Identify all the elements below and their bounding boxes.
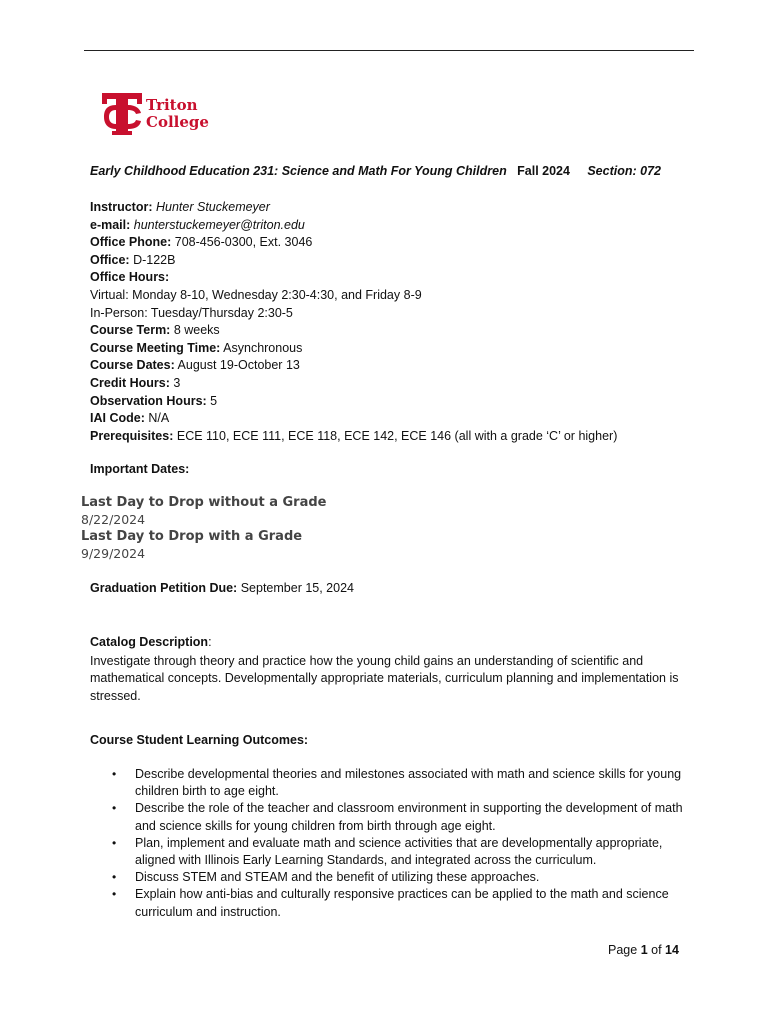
course-term: Fall 2024 bbox=[517, 164, 570, 178]
info-row-credit-hours bbox=[90, 375, 617, 393]
date-item-value: 8/22/2024 bbox=[81, 512, 146, 527]
outcome-text: Explain how anti-bias and culturally responsive practices can be applied to the math and science curriculum and instruction. bbox=[135, 887, 669, 919]
info-row-prerequisites bbox=[90, 428, 617, 446]
graduation-label: Graduation Petition Due: bbox=[90, 581, 238, 595]
bullet-icon: • bbox=[112, 801, 117, 816]
page-number bbox=[608, 943, 679, 957]
info-label: Course Meeting Time: bbox=[90, 340, 221, 355]
info-row-virtual-hours bbox=[90, 287, 617, 305]
info-label: Course Dates: bbox=[90, 358, 175, 373]
bullet-icon: • bbox=[112, 870, 117, 885]
info-row-iai-code bbox=[90, 410, 617, 428]
logo-line-1: Triton bbox=[146, 96, 198, 114]
info-row-office bbox=[90, 252, 617, 270]
info-row-office-hours bbox=[90, 269, 617, 287]
info-row-in-person-hours bbox=[90, 305, 617, 323]
catalog-heading bbox=[90, 635, 212, 649]
date-item-title: Last Day to Drop with a Grade bbox=[81, 529, 303, 544]
graduation-petition bbox=[90, 581, 354, 595]
info-row-course-term bbox=[90, 322, 617, 340]
outcomes-list bbox=[90, 766, 690, 921]
info-value: 5 bbox=[210, 393, 218, 408]
course-title: Early Childhood Education 231: Science and Math For Young Children bbox=[90, 164, 507, 178]
info-value: ECE 110, ECE 111, ECE 118, ECE 142, ECE 146 (all with a grade ‘C’ or higher) bbox=[176, 428, 618, 443]
list-item bbox=[90, 869, 690, 886]
page-word: Page bbox=[608, 943, 638, 957]
date-item-title: Last Day to Drop without a Grade bbox=[81, 495, 327, 510]
header-rule bbox=[84, 50, 694, 51]
triton-tc-monogram-icon bbox=[100, 91, 144, 137]
of-word: of bbox=[651, 943, 662, 957]
list-item bbox=[90, 886, 690, 920]
list-item bbox=[90, 766, 690, 800]
info-row-office-phone bbox=[90, 234, 617, 252]
course-info-block bbox=[90, 199, 617, 445]
info-value: Virtual: Monday 8-10, Wednesday 2:30-4:30, and Friday 8-9 bbox=[90, 287, 422, 302]
info-value: Asynchronous bbox=[223, 340, 303, 355]
catalog-heading-text: Catalog Description bbox=[90, 635, 209, 649]
bullet-icon: • bbox=[112, 887, 117, 902]
important-dates-heading: Important Dates: bbox=[90, 462, 190, 476]
info-row-instructor bbox=[90, 199, 617, 217]
info-label: e-mail: bbox=[90, 217, 131, 232]
info-row-meeting-time bbox=[90, 340, 617, 358]
info-value[interactable]: hunterstuckemeyer@triton.edu bbox=[133, 217, 305, 232]
info-value: 708-456-0300, Ext. 3046 bbox=[174, 235, 313, 250]
catalog-description: Investigate through theory and practice how the young child gains an understanding of scientific and mathematical concepts. Developmentally appropriate materials, curriculum planning and implementation is stressed. bbox=[90, 654, 679, 703]
info-value: 3 bbox=[173, 375, 181, 390]
info-row-course-dates bbox=[90, 357, 617, 375]
info-value: August 19-October 13 bbox=[177, 358, 300, 373]
info-label: IAI Code: bbox=[90, 411, 145, 426]
total-pages: 14 bbox=[665, 943, 679, 957]
graduation-value: September 15, 2024 bbox=[240, 581, 354, 595]
info-row-email bbox=[90, 217, 617, 235]
info-value: D-122B bbox=[133, 252, 176, 267]
current-page: 1 bbox=[640, 943, 648, 957]
bullet-icon: • bbox=[112, 767, 117, 781]
info-label: Office: bbox=[90, 252, 130, 267]
outcome-text: Discuss STEM and STEAM and the benefit of utilizing these approaches. bbox=[135, 870, 540, 885]
info-label: Prerequisites: bbox=[90, 428, 174, 443]
logo-line-2: College bbox=[146, 113, 209, 131]
date-item-value: 9/29/2024 bbox=[81, 546, 146, 561]
info-value: 8 weeks bbox=[173, 323, 220, 338]
info-label: Instructor: bbox=[90, 200, 153, 214]
outcome-text: Plan, implement and evaluate math and science activities that are developmentally appropriate, aligned with Illinois Early Learning Standards, and integrated across the curriculum. bbox=[135, 835, 663, 868]
course-section: Section: 072 bbox=[587, 164, 661, 178]
course-title-line bbox=[90, 164, 661, 178]
info-label: Course Term: bbox=[90, 323, 171, 338]
info-value: N/A bbox=[148, 411, 170, 426]
info-label: Office Hours: bbox=[90, 270, 170, 285]
info-label: Observation Hours: bbox=[90, 393, 207, 408]
outcome-text: Describe developmental theories and milestones associated with math and science skills for young children birth to age eight. bbox=[135, 767, 682, 799]
info-label: Credit Hours: bbox=[90, 375, 170, 390]
info-row-observation-hours bbox=[90, 393, 617, 411]
bullet-icon: • bbox=[112, 835, 117, 850]
list-item bbox=[90, 835, 690, 869]
info-value: Hunter Stuckemeyer bbox=[155, 200, 270, 214]
catalog-heading-colon: : bbox=[208, 635, 212, 649]
important-dates-list bbox=[81, 494, 326, 562]
outcomes-heading: Course Student Learning Outcomes: bbox=[90, 733, 309, 747]
list-item bbox=[90, 800, 690, 834]
info-value: In-Person: Tuesday/Thursday 2:30-5 bbox=[90, 305, 293, 320]
info-label: Office Phone: bbox=[90, 235, 172, 250]
outcome-text: Describe the role of the teacher and classroom environment in supporting the development of math and science skills for young children from birth through age eight. bbox=[135, 801, 683, 833]
triton-college-logo bbox=[100, 90, 210, 138]
logo-wordmark bbox=[146, 97, 209, 131]
